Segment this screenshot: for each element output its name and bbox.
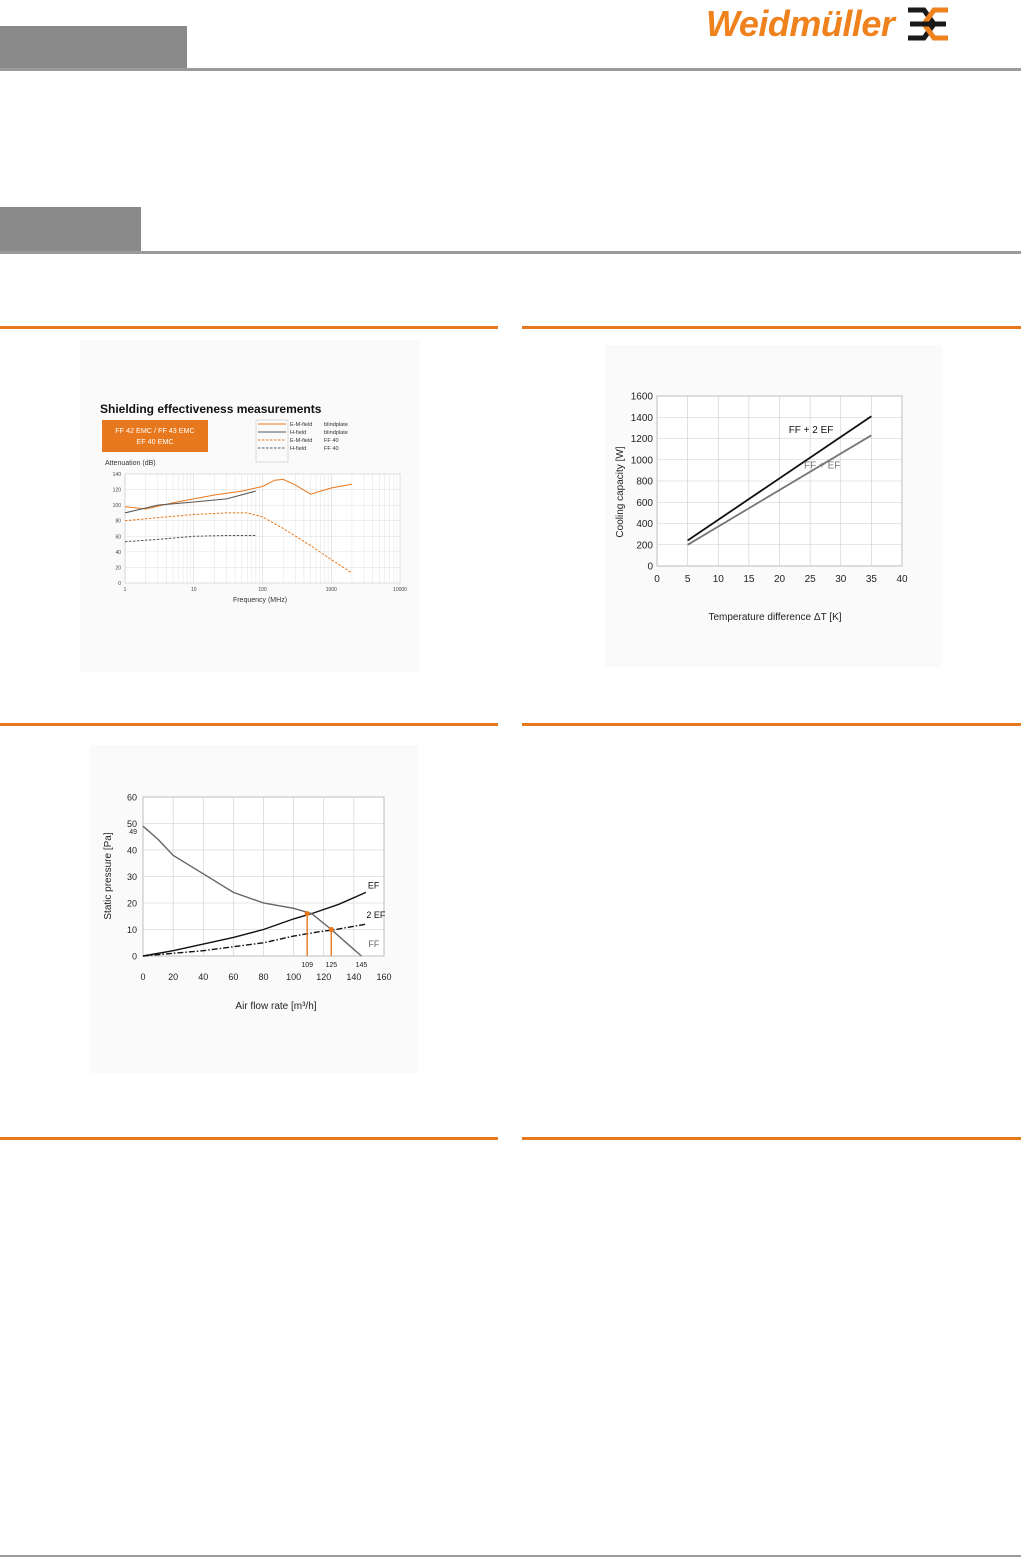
separator-top-left [0,326,498,329]
x-axis-label: Frequency (MHz) [232,597,288,604]
brand-logo-text: Weidmüller [706,3,895,44]
legend-label-field: E-M-field [290,438,313,444]
x-tick-label: 100 [258,587,267,593]
x-tick-label: 60 [228,972,239,982]
series-label: EF [367,880,380,891]
x-tick-label: 0 [140,972,146,982]
legend-label-condition: blindplate [324,430,348,436]
y-extra-tick-label: 49 [129,829,137,837]
y-tick-label: 80 [115,518,121,525]
y-tick-label: 140 [112,472,121,478]
chart-title: Shielding effectiveness measurements [100,402,322,416]
header-rule [0,68,1021,71]
x-tick-label: 10 [712,574,724,585]
y-tick-label: 0 [131,951,137,962]
shielding-chart [80,340,420,672]
footer-rule [0,1555,1021,1557]
y-tick-label: 0 [647,561,653,573]
operating-point-label: 145 [355,962,368,969]
y-tick-label: 1400 [630,412,653,424]
y-tick-label: 400 [636,519,653,530]
product-badge-line-1: FF 42 EMC / FF 43 EMC [115,426,195,435]
y-tick-label: 60 [115,534,121,541]
pressure-chart [90,745,418,1073]
series-label: FF + 2 EF [788,425,834,437]
x-tick-label: 1 [123,587,127,593]
x-tick-label: 40 [198,972,209,982]
series-label: FF [368,939,380,949]
operating-point-label: 109 [301,962,314,969]
y-tick-label: 40 [115,549,121,556]
y-tick-label: 1200 [630,434,653,445]
x-tick-label: 100 [286,972,302,982]
operating-point-label: 125 [325,962,338,969]
cooling-chart [605,345,942,667]
y-tick-label: 10 [126,925,137,935]
y-tick-label: 800 [636,476,653,488]
y-tick-label: 30 [126,872,137,882]
cooling-chart-panel [605,345,942,667]
y-tick-label: 20 [115,565,121,572]
separator-bottom-right [522,1137,1021,1140]
operating-point-marker [305,911,310,916]
y-tick-label: 1000 [630,455,653,467]
y-tick-label: 50 [126,819,137,829]
product-badge-line-2: EF 40 EMC [136,437,174,446]
y-axis-label: Cooling capacity [W] [615,446,626,538]
series-label: FF + EF [804,460,841,472]
separator-bottom-left [0,1137,498,1140]
x-tick-label: 15 [743,574,755,585]
x-tick-label: 80 [258,972,269,982]
y-tick-label: 600 [636,497,653,509]
legend-label-field: E-M-field [290,422,313,428]
shielding-chart-panel [80,340,420,672]
x-tick-label: 30 [835,574,847,585]
x-tick-label: 5 [684,574,691,585]
section-rule [0,251,1021,254]
y-tick-label: 0 [118,581,121,587]
legend-label-condition: FF 40 [324,446,339,452]
y-tick-label: 200 [636,540,653,552]
legend-swatch-box [256,420,288,462]
x-tick-label: 10 [190,587,197,593]
x-axis-label: Air flow rate [m³/h] [235,1001,317,1012]
x-tick-label: 40 [896,574,908,585]
product-badge [102,420,208,452]
x-tick-label: 1000 [325,587,337,593]
separator-top-right [522,326,1021,329]
y-tick-label: 100 [112,503,121,510]
x-tick-label: 20 [773,574,786,585]
pressure-chart-panel [90,745,418,1073]
x-tick-label: 20 [168,972,179,982]
series-label: 2 EF [366,910,386,921]
separator-mid-right [522,723,1021,726]
x-tick-label: 25 [804,574,816,585]
y-axis-label: Attenuation (dB) [105,460,156,467]
legend-label-field: H-field [290,446,307,452]
x-tick-label: 160 [376,972,392,982]
legend-label-field: H-field [290,430,307,436]
y-axis-label: Static pressure [Pa] [103,832,114,920]
legend-label-condition: FF 40 [324,438,339,444]
header-grey-tab [0,26,187,70]
x-tick-label: 120 [316,972,332,982]
x-tick-label: 35 [865,574,877,585]
y-tick-label: 40 [126,845,137,856]
y-tick-label: 120 [112,487,121,494]
x-axis-label: Temperature difference ΔT [K] [708,612,842,623]
legend-label-condition: blindplate [324,422,348,428]
brand-logo [706,4,952,44]
x-tick-label: 0 [654,574,660,585]
y-tick-label: 1600 [630,391,653,403]
y-tick-label: 60 [126,792,137,803]
brand-logo-icon [904,4,952,44]
x-tick-label: 10000 [393,587,407,593]
x-tick-label: 140 [346,972,362,982]
legend [256,420,348,462]
y-tick-label: 20 [126,898,137,909]
section-grey-tab [0,207,141,251]
operating-point-marker [329,927,334,932]
separator-mid-left [0,723,498,726]
